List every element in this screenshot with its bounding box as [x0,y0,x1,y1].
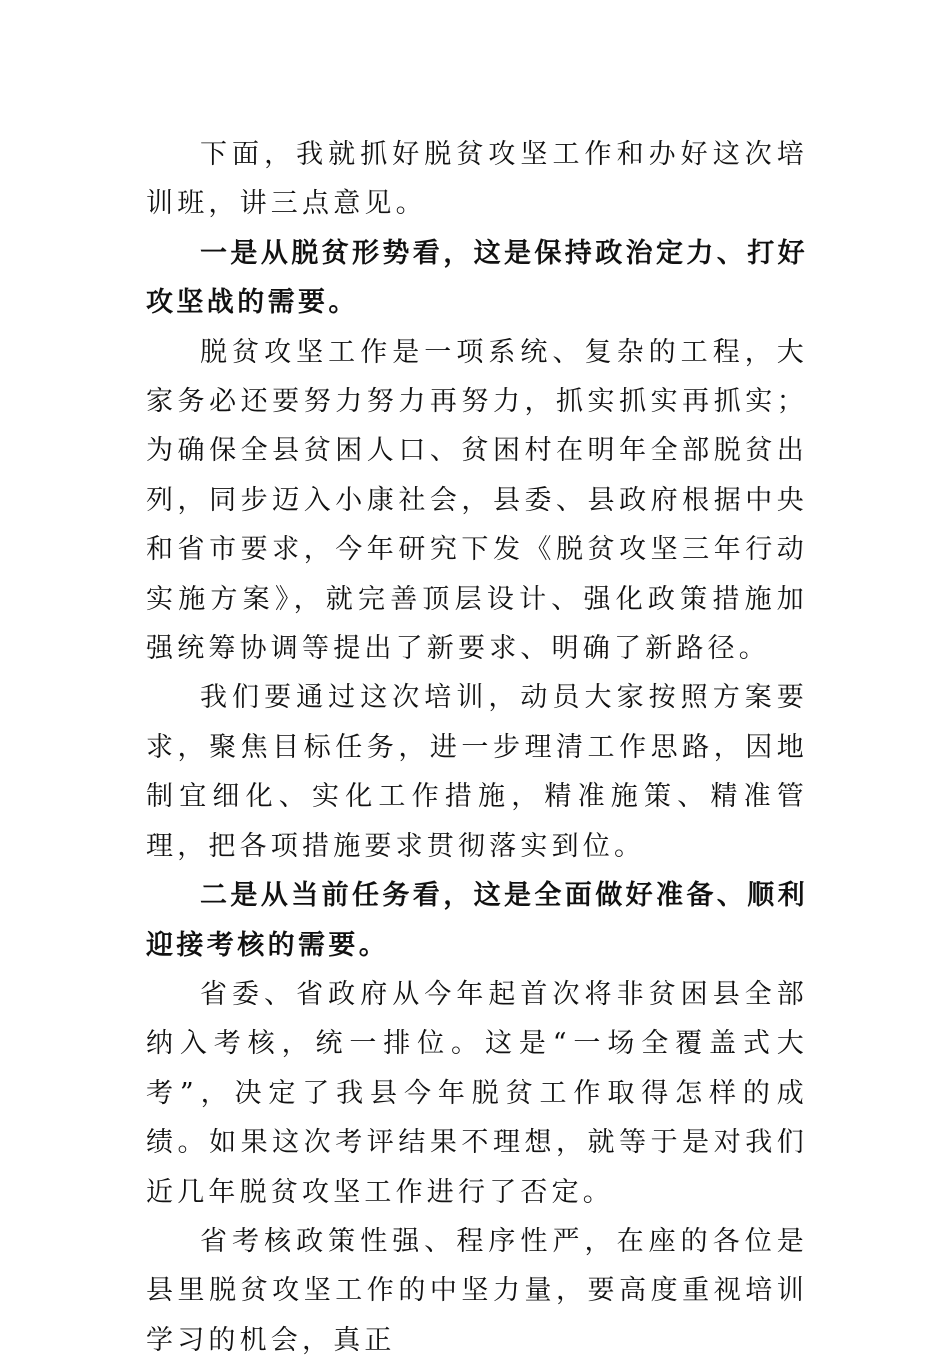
paragraph-point-one-body: 脱贫攻坚工作是一项系统、复杂的工程，大家务必还要努力努力再努力，抓实抓实再抓实；为确保全县贫困人口、贫困村在明年全部脱贫出列，同步迈入小康社会，县委、县政府根据中央和省市要求，今年研究下发《脱贫攻坚三年行动实施方案》，就完善顶层设计、强化政策措施加强统筹协调等提出了新要求、明确了新路径。 [146,336,808,665]
paragraph-intro: 下面，我就抓好脱贫攻坚工作和办好这次培训班，讲三点意见。 [146,139,808,220]
paragraph-point-one-training: 我们要通过这次培训，动员大家按照方案要求，聚焦目标任务，进一步理清工作思路，因地制宜细化、实化工作措施，精准施策、精准管理，把各项措施要求贯彻落实到位。 [146,682,808,862]
heading-point-two: 二是从当前任务看，这是全面做好准备、顺利迎接考核的需要。 [146,880,808,961]
document-body [146,130,808,1365]
heading-point-one: 一是从脱贫形势看，这是保持政治定力、打好攻坚战的需要。 [146,237,808,319]
paragraph-point-two-body: 省委、省政府从今年起首次将非贫困县全部纳入考核，统一排位。这是“一场全覆盖式大考”，决定了我县今年脱贫工作取得怎样的成绩。如果这次考评结果不理想，就等于是对我们近几年脱贫攻坚工作进行了否定。 [146,978,808,1208]
paragraph-point-two-exam: 省考核政策性强、程序性严，在座的各位是县里脱贫攻坚工作的中坚力量，要高度重视培训学习的机会，真正 [146,1225,808,1356]
